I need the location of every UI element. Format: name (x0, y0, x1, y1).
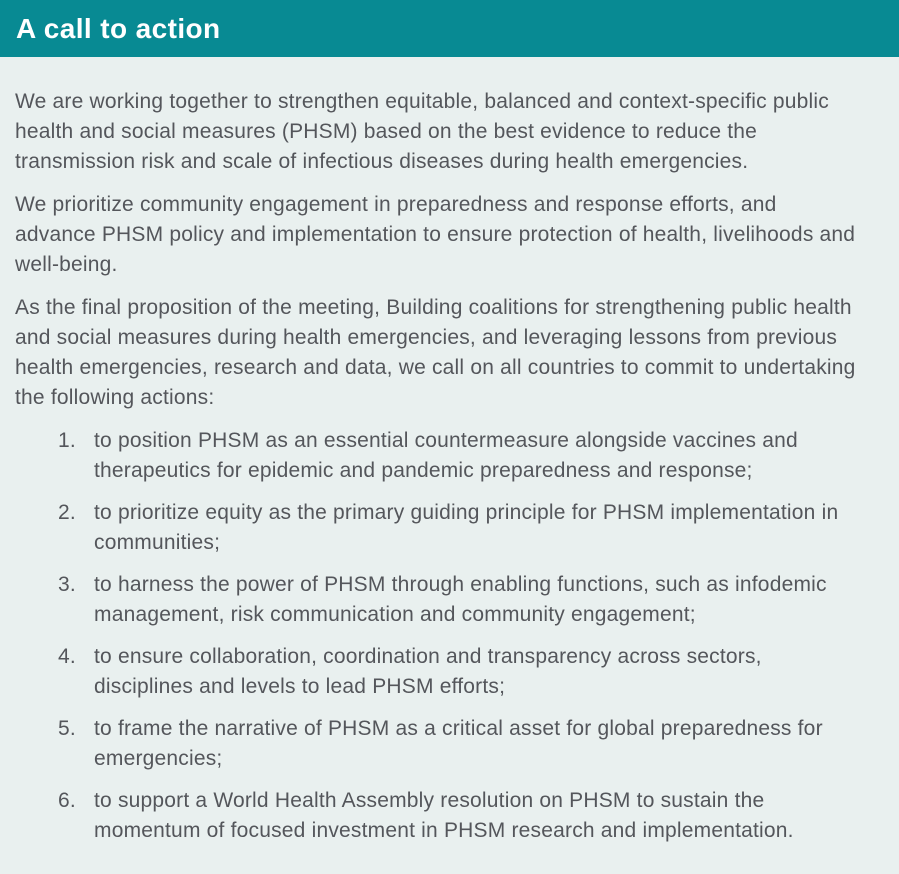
section-body (0, 57, 899, 846)
list-item-number: 1. (58, 429, 76, 452)
paragraph-community-engagement: We prioritize community engagement in preparedness and response efforts, and advance PHSM policy and implementation to ensure protection of health, livelihoods and well-being. (15, 193, 856, 276)
paragraph-final-proposition: As the final proposition of the meeting, Building coalitions for strengthening public health and social measures during health emergencies, and leveraging lessons from previous health emergencies, research and data, we call on all countries to commit to undertaking the following actions: (15, 296, 856, 409)
list-item (15, 642, 863, 702)
list-item-number: 3. (58, 573, 76, 596)
actions-list (15, 426, 863, 846)
list-item (15, 570, 863, 630)
list-item (15, 714, 863, 774)
list-item-text: to harness the power of PHSM through enabling functions, such as infodemic management, risk communication and community engagement; (94, 573, 827, 626)
list-item-text: to ensure collaboration, coordination and transparency across sectors, disciplines and levels to lead PHSM efforts; (94, 645, 762, 698)
section-header (0, 0, 899, 57)
list-item-text: to frame the narrative of PHSM as a critical asset for global preparedness for emergencies; (94, 717, 823, 770)
section-title: A call to action (16, 12, 221, 44)
list-item (15, 498, 863, 558)
list-item (15, 426, 863, 486)
list-item-text: to position PHSM as an essential countermeasure alongside vaccines and therapeutics for epidemic and pandemic preparedness and response; (94, 429, 798, 482)
list-item (15, 786, 863, 846)
list-item-number: 6. (58, 789, 76, 812)
list-item-text: to support a World Health Assembly resolution on PHSM to sustain the momentum of focused investment in PHSM research and implementation. (94, 789, 794, 842)
list-item-number: 4. (58, 645, 76, 668)
list-item-number: 5. (58, 717, 76, 740)
list-item-text: to prioritize equity as the primary guiding principle for PHSM implementation in communities; (94, 501, 839, 554)
list-item-number: 2. (58, 501, 76, 524)
paragraph-working-together: We are working together to strengthen equitable, balanced and context-specific public health and social measures (PHSM) based on the best evidence to reduce the transmission risk and scale of infectious diseases during health emergencies. (15, 90, 829, 173)
